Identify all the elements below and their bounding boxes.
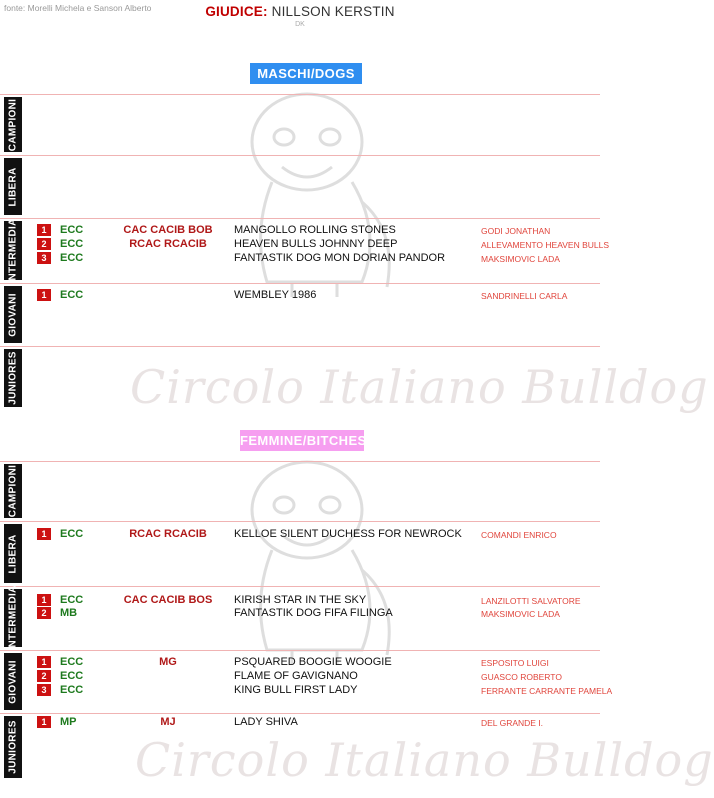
grade: ECC [60,684,84,696]
result-row [0,716,600,729]
class-label-campioni: CAMPIONI [4,464,22,518]
class-label-giovani: GIOVANI [4,286,22,343]
divider [0,521,600,522]
owner-name: SANDRINELLI CARLA [481,291,568,301]
dog-name: FANTASTIK DOG MON DORIAN PANDOR [234,252,446,264]
dog-name: PSQUARED BOOGIE WOOGIE [234,656,392,668]
dog-name: WEMBLEY 1986 [234,289,317,301]
divider [0,650,600,651]
result-row [0,656,600,669]
divider [0,586,600,587]
club-watermark-text: Circolo Italiano Bulldog [130,360,709,414]
source-credit: fonte: Morelli Michela e Sanson Alberto [4,3,152,13]
grade: ECC [60,656,84,668]
grade: ECC [60,670,84,682]
result-row [0,684,613,697]
dog-name: HEAVEN BULLS JOHNNY DEEP [234,238,398,250]
rank-badge: 2 [37,607,51,619]
rank-badge: 3 [37,684,51,696]
class-label-libera: LIBERA [4,158,22,215]
rank-badge: 1 [37,594,51,606]
divider [0,94,600,95]
dog-name: LADY SHIVA [234,716,298,728]
class-label-intermedia: INTERMEDIA [4,589,22,647]
judge-label: GIUDICE: [205,4,268,19]
grade: MP [60,716,77,728]
result-row [0,238,610,251]
owner-name: COMANDI ENRICO [481,530,557,540]
owner-name: ALLEVAMENTO HEAVEN BULLS [481,240,610,250]
owner-name: MAKSIMOVIC LADA [481,609,560,619]
result-row [0,670,600,683]
bulldog-watermark-icon [212,450,412,670]
award-title: RCAC RCACIB [129,528,207,540]
owner-name: FERRANTE CARRANTE PAMELA [481,686,613,696]
rank-badge: 1 [37,716,51,728]
result-row [0,252,600,265]
class-label-giovani: GIOVANI [4,653,22,710]
grade: ECC [60,289,84,301]
divider [0,713,600,714]
class-label-juniores: JUNIORES [4,716,22,778]
rank-badge: 2 [37,670,51,682]
rank-badge: 2 [37,238,51,250]
grade: ECC [60,252,84,264]
class-label-intermedia: INTERMEDIA [4,221,22,280]
divider [0,218,600,219]
award-title: RCAC RCACIB [129,238,207,250]
dog-name: FLAME OF GAVIGNANO [234,670,358,682]
judge-name: NILLSON KERSTIN [271,4,395,19]
owner-name: ESPOSITO LUIGI [481,658,549,668]
owner-name: GUASCO ROBERTO [481,672,562,682]
class-label-libera: LIBERA [4,524,22,583]
owner-name: MAKSIMOVIC LADA [481,254,560,264]
result-row [0,528,600,541]
grade: ECC [60,238,84,250]
award-title: MJ [160,716,176,728]
section-title-male: MASCHI/DOGS [250,63,362,84]
grade: MB [60,607,78,619]
section-title-female: FEMMINE/BITCHES [240,430,364,451]
divider [0,461,600,462]
dog-name: KIRISH STAR IN THE SKY [234,594,367,606]
rank-badge: 1 [37,289,51,301]
class-label-juniores: JUNIORES [4,349,22,407]
dog-name: KING BULL FIRST LADY [234,684,358,696]
class-label-campioni: CAMPIONI [4,97,22,152]
grade: ECC [60,594,84,606]
award-title: CAC CACIB BOS [123,594,213,606]
judge-heading [0,4,600,19]
divider [0,283,600,284]
rank-badge: 1 [37,656,51,668]
divider [0,346,600,347]
owner-name: DEL GRANDE I. [481,718,544,728]
grade: ECC [60,528,84,540]
bulldog-watermark-icon [212,82,412,302]
result-row [0,224,600,237]
rank-badge: 1 [37,224,51,236]
result-row [0,289,600,302]
rank-badge: 1 [37,528,51,540]
award-title: CAC CACIB BOB [123,224,213,236]
dog-name: MANGOLLO ROLLING STONES [234,224,396,236]
club-watermark-text: Circolo Italiano Bulldog [135,733,714,787]
judge-country: DK [295,21,305,28]
rank-badge: 3 [37,252,51,264]
owner-name: LANZILOTTI SALVATORE [481,596,581,606]
dog-name: FANTASTIK DOG FIFA FILINGA [234,607,393,619]
result-row [0,594,600,607]
owner-name: GODI JONATHAN [481,226,551,236]
result-row [0,607,600,620]
dog-name: KELLOE SILENT DUCHESS FOR NEWROCK [234,528,462,540]
grade: ECC [60,224,84,236]
divider [0,155,600,156]
award-title: MG [159,656,177,668]
